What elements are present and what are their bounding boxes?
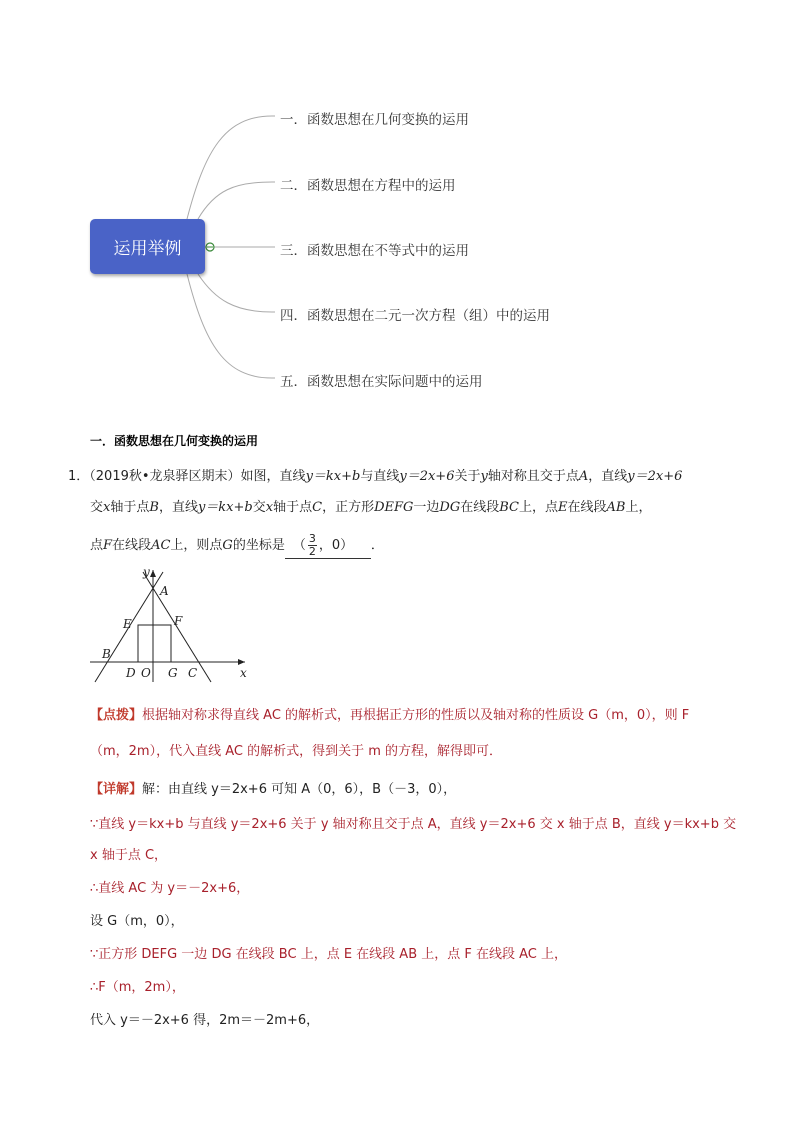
equation: y＝kx+b	[305, 469, 361, 484]
detail-line-3: x 轴于点 C，	[90, 848, 168, 863]
detail-line-6: ∵正方形 DEFG 一边 DG 在线段 BC 上，点 E 在线段 AB 上，点 F 在线段 AC 上，	[90, 947, 567, 962]
equation: y＝2x+6	[399, 469, 455, 484]
label-B: B	[102, 647, 111, 661]
text: ，直线	[588, 469, 628, 484]
var: x	[265, 500, 274, 515]
hint-line-1	[90, 706, 689, 726]
equation: y＝2x+6	[627, 469, 683, 484]
text: 交	[90, 500, 104, 515]
text: ，直线	[158, 500, 198, 515]
label-y: y	[143, 565, 150, 579]
text: 轴于点	[273, 500, 313, 515]
text: 的坐标是	[232, 538, 285, 553]
section-heading: 一．函数思想在几何变换的运用	[90, 434, 259, 448]
text: 上，	[625, 500, 652, 515]
text: 上，则点	[170, 538, 223, 553]
mind-map-branch-5: 五．函数思想在实际问题中的运用	[280, 374, 483, 390]
detail-line-4: ∴直线 AC 为 y＝－2x+6，	[90, 881, 250, 896]
var: AC	[151, 538, 171, 553]
var: C	[312, 500, 323, 515]
label-G: G	[168, 666, 178, 680]
text: 轴于点	[110, 500, 150, 515]
question-line-2	[90, 498, 652, 518]
answer-fraction	[308, 533, 317, 558]
hint-text: 根据轴对称求得直线 AC 的解析式，再根据正方形的性质以及轴对称的性质设 G（m，0），则 F	[142, 708, 690, 723]
var: BC	[499, 500, 519, 515]
text: 上，点	[519, 500, 559, 515]
fraction-denominator: 2	[308, 545, 316, 558]
answer-text: ，0）	[318, 538, 354, 553]
geometry-figure	[85, 562, 255, 687]
hint-tag: 【点拨】	[90, 708, 143, 723]
text: ．	[370, 538, 384, 553]
text: 与直线	[360, 469, 400, 484]
equation: y＝kx+b	[197, 500, 253, 515]
var: DEFG	[374, 500, 414, 515]
detail-line-5: 设 G（m，0），	[90, 914, 184, 929]
text: 在线段	[112, 538, 152, 553]
y-axis-arrow-icon	[150, 570, 156, 577]
var: E	[558, 500, 568, 515]
hint-line-2: （m，2m），代入直线 AC 的解析式，得到关于 m 的方程，解得即可．	[90, 744, 503, 759]
text: 一边	[413, 500, 440, 515]
question-number: 1．	[68, 469, 90, 484]
label-C: C	[188, 666, 198, 680]
text: 在线段	[567, 500, 607, 515]
var: y	[480, 469, 488, 484]
detail-line-2: ∵直线 y＝kx+b 与直线 y＝2x+6 关于 y 轴对称且交于点 A，直线 y＝2x+6 交 x 轴于点 B，直线 y＝kx+b 交	[90, 817, 737, 832]
var: DG	[439, 500, 461, 515]
detail-tag: 【详解】	[90, 782, 143, 797]
mind-map	[0, 0, 793, 420]
var: B	[149, 500, 159, 515]
mind-map-connectors	[0, 0, 793, 420]
label-D: D	[126, 666, 136, 680]
answer-text: （	[292, 538, 306, 553]
var: A	[578, 469, 589, 484]
mind-map-branch-1: 一．函数思想在几何变换的运用	[280, 112, 469, 128]
var: G	[222, 538, 233, 553]
label-E: E	[123, 617, 132, 631]
x-axis-arrow-icon	[238, 659, 245, 665]
var: x	[103, 500, 111, 515]
detail-line-1	[90, 780, 456, 800]
detail-line-7: ∴F（m，2m），	[90, 980, 185, 995]
mind-map-branch-3: 三．函数思想在不等式中的运用	[280, 243, 469, 259]
mind-map-branch-4: 四．函数思想在二元一次方程（组）中的运用	[280, 308, 550, 324]
var: AB	[606, 500, 626, 515]
text: 如图，直线	[240, 469, 306, 484]
answer-blank	[285, 533, 371, 559]
text: 交	[252, 500, 266, 515]
mind-map-branch-2: 二．函数思想在方程中的运用	[280, 178, 456, 194]
label-x: x	[240, 666, 247, 680]
label-O: O	[141, 666, 151, 680]
detail-text: 解：由直线 y＝2x+6 可知 A（0，6），B（－3，0），	[142, 782, 457, 797]
text: 轴对称且交于点	[487, 469, 579, 484]
label-A: A	[160, 584, 169, 598]
var: F	[103, 538, 113, 553]
text: 点	[90, 538, 104, 553]
question-source: （2019秋•龙泉驿区期末）	[89, 469, 241, 484]
square-DEFG	[138, 625, 171, 662]
question-line-1	[68, 467, 682, 487]
detail-line-8: 代入 y＝－2x+6 得，2m＝－2m+6，	[90, 1013, 320, 1028]
question-line-3	[90, 533, 384, 559]
text: 在线段	[460, 500, 500, 515]
label-F: F	[174, 614, 183, 628]
text: ，正方形	[322, 500, 375, 515]
fraction-numerator: 3	[308, 532, 316, 545]
text: 关于	[454, 469, 481, 484]
mind-map-root: 运用举例	[90, 219, 205, 274]
